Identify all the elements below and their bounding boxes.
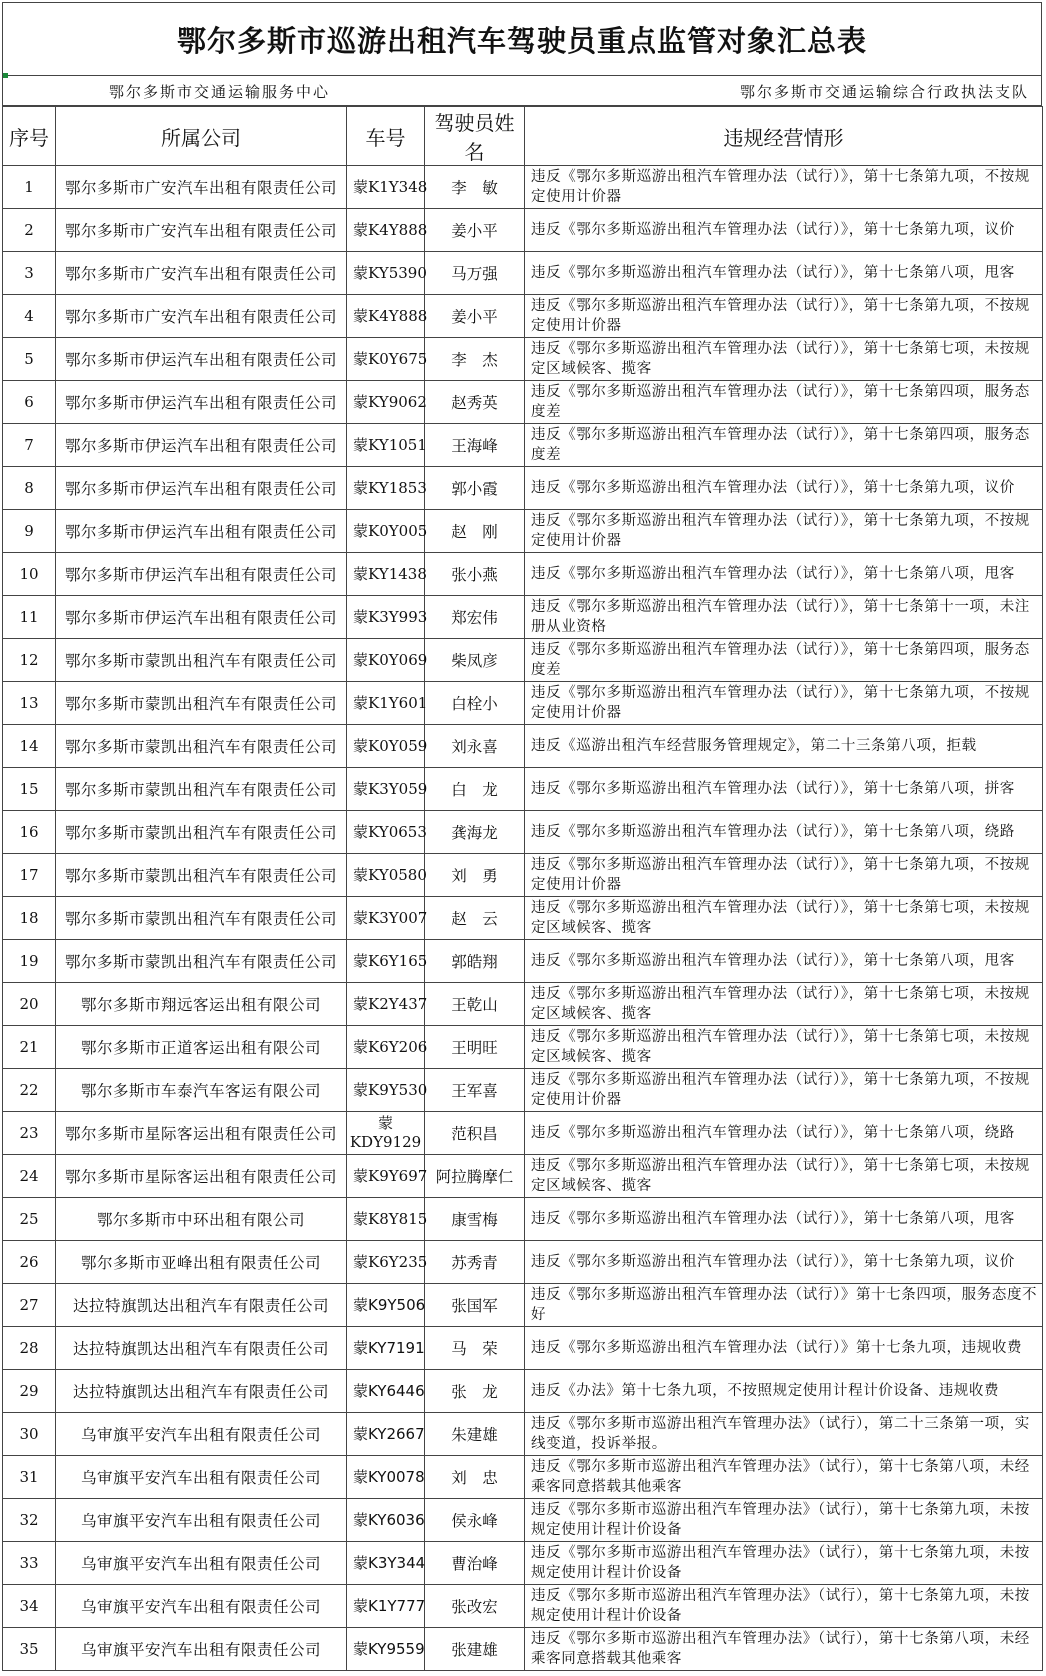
cell-company: 鄂尔多斯市广安汽车出租有限责任公司	[56, 166, 347, 209]
cell-violation: 违反《鄂尔多斯巡游出租汽车管理办法（试行）》第十七条九项，违规收费	[525, 1327, 1043, 1370]
cell-violation: 违反《鄂尔多斯巡游出租汽车管理办法（试行）》，第十七条第九项，不按规定使用计价器	[525, 295, 1043, 338]
cell-plate: 蒙K1Y777	[347, 1585, 425, 1628]
table-row	[3, 295, 1043, 338]
cell-driver: 赵秀英	[425, 381, 525, 424]
cell-plate: 蒙K0Y059	[347, 725, 425, 768]
plate-prefix: 蒙	[377, 1114, 393, 1132]
cell-no: 24	[3, 1155, 56, 1198]
cell-driver: 柴凤彦	[425, 639, 525, 682]
table-row	[3, 1456, 1043, 1499]
cell-plate: 蒙K3Y993	[347, 596, 425, 639]
cell-no: 35	[3, 1628, 56, 1671]
cell-plate: 蒙K9Y506	[347, 1284, 425, 1327]
cell-driver: 范积昌	[425, 1112, 525, 1155]
cell-violation: 违反《鄂尔多斯巡游出租汽车管理办法（试行）》，第十七条第九项，议价	[525, 209, 1043, 252]
cell-company: 乌审旗平安汽车出租有限责任公司	[56, 1456, 347, 1499]
cell-driver: 朱建雄	[425, 1413, 525, 1456]
document-title: 鄂尔多斯市巡游出租汽车驾驶员重点监管对象汇总表	[2, 2, 1042, 76]
cell-violation: 违反《鄂尔多斯巡游出租汽车管理办法（试行）》，第十七条第八项，甩客	[525, 553, 1043, 596]
table-row	[3, 1413, 1043, 1456]
cell-company: 乌审旗平安汽车出租有限责任公司	[56, 1542, 347, 1585]
cell-company: 鄂尔多斯市蒙凯出租汽车有限责任公司	[56, 897, 347, 940]
cell-violation: 违反《鄂尔多斯巡游出租汽车管理办法（试行）》，第十七条第八项，甩客	[525, 940, 1043, 983]
table-row	[3, 940, 1043, 983]
cell-no: 16	[3, 811, 56, 854]
cell-company: 鄂尔多斯市蒙凯出租汽车有限责任公司	[56, 768, 347, 811]
cell-company: 鄂尔多斯市伊运汽车出租有限责任公司	[56, 467, 347, 510]
table-row	[3, 1370, 1043, 1413]
cell-driver: 李 杰	[425, 338, 525, 381]
cell-company: 鄂尔多斯市蒙凯出租汽车有限责任公司	[56, 639, 347, 682]
cell-no: 23	[3, 1112, 56, 1155]
cell-no: 9	[3, 510, 56, 553]
cell-no: 4	[3, 295, 56, 338]
cell-driver: 赵 云	[425, 897, 525, 940]
cell-no: 1	[3, 166, 56, 209]
cell-plate: 蒙KY7191	[347, 1327, 425, 1370]
cell-plate: 蒙KY6036	[347, 1499, 425, 1542]
table-row	[3, 768, 1043, 811]
supervision-table	[2, 106, 1043, 1671]
table-row	[3, 424, 1043, 467]
cell-plate: 蒙K3Y344	[347, 1542, 425, 1585]
cell-no: 10	[3, 553, 56, 596]
cell-plate	[347, 1112, 425, 1155]
header-plate: 车号	[347, 107, 425, 166]
cell-plate: 蒙K6Y235	[347, 1241, 425, 1284]
table-row	[3, 1284, 1043, 1327]
header-company: 所属公司	[56, 107, 347, 166]
cell-plate: 蒙K9Y697	[347, 1155, 425, 1198]
cell-driver: 姜小平	[425, 209, 525, 252]
cell-driver: 郑宏伟	[425, 596, 525, 639]
cell-driver: 李 敏	[425, 166, 525, 209]
cell-violation: 违反《鄂尔多斯市巡游出租汽车管理办法》（试行），第十七条第八项，未经乘客同意搭载其他乘客	[525, 1628, 1043, 1671]
cell-driver: 马万强	[425, 252, 525, 295]
cell-violation: 违反《鄂尔多斯巡游出租汽车管理办法（试行）》，第十七条第八项，绕路	[525, 1112, 1043, 1155]
cell-driver: 赵 刚	[425, 510, 525, 553]
cell-plate: 蒙K9Y530	[347, 1069, 425, 1112]
cell-violation: 违反《鄂尔多斯巡游出租汽车管理办法（试行）》，第十七条第九项，议价	[525, 1241, 1043, 1284]
cell-company: 鄂尔多斯市广安汽车出租有限责任公司	[56, 252, 347, 295]
cell-company: 乌审旗平安汽车出租有限责任公司	[56, 1413, 347, 1456]
cell-driver: 龚海龙	[425, 811, 525, 854]
cell-company: 鄂尔多斯市蒙凯出租汽车有限责任公司	[56, 682, 347, 725]
cell-no: 14	[3, 725, 56, 768]
table-row	[3, 1628, 1043, 1671]
cell-driver: 苏秀青	[425, 1241, 525, 1284]
table-row	[3, 897, 1043, 940]
header-violation: 违规经营情形	[525, 107, 1043, 166]
table-header-row	[3, 107, 1043, 166]
cell-driver: 郭小霞	[425, 467, 525, 510]
cell-no: 22	[3, 1069, 56, 1112]
cell-violation: 违反《鄂尔多斯巡游出租汽车管理办法（试行）》，第十七条第十一项，未注册从业资格	[525, 596, 1043, 639]
cell-no: 28	[3, 1327, 56, 1370]
issuer-right: 鄂尔多斯市交通运输综合行政执法支队	[739, 83, 1029, 101]
table-row	[3, 1069, 1043, 1112]
cell-no: 29	[3, 1370, 56, 1413]
cell-plate: 蒙K8Y815	[347, 1198, 425, 1241]
cell-violation: 违反《鄂尔多斯巡游出租汽车管理办法（试行）》，第十七条第九项，不按规定使用计价器	[525, 166, 1043, 209]
cell-driver: 阿拉腾摩仁	[425, 1155, 525, 1198]
table-row	[3, 1542, 1043, 1585]
cell-plate: 蒙K0Y005	[347, 510, 425, 553]
cell-driver: 郭皓翔	[425, 940, 525, 983]
cell-plate: 蒙KY0653	[347, 811, 425, 854]
cell-violation: 违反《鄂尔多斯巡游出租汽车管理办法（试行）》第十七条四项，服务态度不好	[525, 1284, 1043, 1327]
cell-company: 达拉特旗凯达出租汽车有限责任公司	[56, 1284, 347, 1327]
cell-violation: 违反《鄂尔多斯巡游出租汽车管理办法（试行）》，第十七条第九项，议价	[525, 467, 1043, 510]
table-row	[3, 1585, 1043, 1628]
cell-plate: 蒙KY2667	[347, 1413, 425, 1456]
cell-violation: 违反《鄂尔多斯市巡游出租汽车管理办法》（试行），第十七条第九项，未按规定使用计程计价设备	[525, 1585, 1043, 1628]
table-row	[3, 983, 1043, 1026]
cell-company: 鄂尔多斯市星际客运出租有限责任公司	[56, 1112, 347, 1155]
cell-plate: 蒙KY0078	[347, 1456, 425, 1499]
cell-company: 鄂尔多斯市蒙凯出租汽车有限责任公司	[56, 811, 347, 854]
cell-driver: 马 荣	[425, 1327, 525, 1370]
cell-no: 33	[3, 1542, 56, 1585]
table-row	[3, 252, 1043, 295]
cell-violation: 违反《鄂尔多斯巡游出租汽车管理办法（试行）》，第十七条第八项，甩客	[525, 252, 1043, 295]
cell-plate: 蒙KY6446	[347, 1370, 425, 1413]
cell-violation: 违反《鄂尔多斯市巡游出租汽车管理办法》（试行），第二十三条第一项，实线变道，投诉举报。	[525, 1413, 1043, 1456]
cell-driver: 曹治峰	[425, 1542, 525, 1585]
table-row	[3, 166, 1043, 209]
cell-plate: 蒙KY1051	[347, 424, 425, 467]
cell-driver: 刘 忠	[425, 1456, 525, 1499]
cell-violation: 违反《鄂尔多斯巡游出租汽车管理办法（试行）》，第十七条第八项，甩客	[525, 1198, 1043, 1241]
cell-plate: 蒙KY1853	[347, 467, 425, 510]
cell-no: 8	[3, 467, 56, 510]
cell-no: 13	[3, 682, 56, 725]
cell-violation: 违反《鄂尔多斯巡游出租汽车管理办法（试行）》，第十七条第九项，不按规定使用计价器	[525, 682, 1043, 725]
cell-driver: 白栓小	[425, 682, 525, 725]
cell-plate: 蒙K0Y675	[347, 338, 425, 381]
cell-violation: 违反《鄂尔多斯市巡游出租汽车管理办法》（试行），第十七条第八项，未经乘客同意搭载其他乘客	[525, 1456, 1043, 1499]
cell-violation: 违反《鄂尔多斯巡游出租汽车管理办法（试行）》，第十七条第七项，未按规定区域候客、揽客	[525, 1026, 1043, 1069]
cell-driver: 康雪梅	[425, 1198, 525, 1241]
cell-company: 鄂尔多斯市伊运汽车出租有限责任公司	[56, 424, 347, 467]
cell-plate: 蒙K1Y601	[347, 682, 425, 725]
cell-no: 34	[3, 1585, 56, 1628]
cell-company: 鄂尔多斯市广安汽车出租有限责任公司	[56, 295, 347, 338]
table-row	[3, 467, 1043, 510]
cell-no: 17	[3, 854, 56, 897]
cell-driver: 张建雄	[425, 1628, 525, 1671]
cell-company: 鄂尔多斯市正道客运出租有限公司	[56, 1026, 347, 1069]
table-row	[3, 510, 1043, 553]
table-row	[3, 338, 1043, 381]
cell-violation: 违反《鄂尔多斯巡游出租汽车管理办法（试行）》，第十七条第七项，未按规定区域候客、揽客	[525, 1155, 1043, 1198]
cell-no: 15	[3, 768, 56, 811]
cell-company: 鄂尔多斯市伊运汽车出租有限责任公司	[56, 381, 347, 424]
cell-no: 3	[3, 252, 56, 295]
table-row	[3, 209, 1043, 252]
cell-company: 鄂尔多斯市车泰汽车客运有限公司	[56, 1069, 347, 1112]
table-row	[3, 725, 1043, 768]
table-row	[3, 553, 1043, 596]
cell-plate: 蒙K0Y069	[347, 639, 425, 682]
cell-no: 7	[3, 424, 56, 467]
table-row	[3, 381, 1043, 424]
subtitle-row	[2, 76, 1042, 106]
cell-plate: 蒙KY1438	[347, 553, 425, 596]
table-row	[3, 854, 1043, 897]
cell-driver: 王明旺	[425, 1026, 525, 1069]
cell-plate: 蒙K3Y007	[347, 897, 425, 940]
cell-plate: 蒙KY0580	[347, 854, 425, 897]
table-row	[3, 1026, 1043, 1069]
table-row	[3, 1198, 1043, 1241]
cell-violation: 违反《鄂尔多斯巡游出租汽车管理办法（试行）》，第十七条第九项，不按规定使用计价器	[525, 510, 1043, 553]
cell-company: 乌审旗平安汽车出租有限责任公司	[56, 1499, 347, 1542]
cell-plate: 蒙K4Y888	[347, 209, 425, 252]
cell-company: 鄂尔多斯市中环出租有限公司	[56, 1198, 347, 1241]
cell-no: 27	[3, 1284, 56, 1327]
cell-no: 30	[3, 1413, 56, 1456]
cell-violation: 违反《鄂尔多斯巡游出租汽车管理办法（试行）》，第十七条第七项，未按规定区域候客、揽客	[525, 983, 1043, 1026]
plate-suffix: KDY9129	[349, 1133, 422, 1151]
cell-company: 鄂尔多斯市翔远客运出租有限公司	[56, 983, 347, 1026]
cell-plate: 蒙KY9559	[347, 1628, 425, 1671]
cell-violation: 违反《鄂尔多斯巡游出租汽车管理办法（试行）》，第十七条第四项，服务态度差	[525, 381, 1043, 424]
cell-no: 18	[3, 897, 56, 940]
cell-no: 31	[3, 1456, 56, 1499]
table-row	[3, 1112, 1043, 1155]
cell-violation: 违反《鄂尔多斯巡游出租汽车管理办法（试行）》，第十七条第八项，绕路	[525, 811, 1043, 854]
cell-plate: 蒙KY9062	[347, 381, 425, 424]
cell-driver: 侯永峰	[425, 1499, 525, 1542]
cell-company: 鄂尔多斯市蒙凯出租汽车有限责任公司	[56, 725, 347, 768]
cell-driver: 白 龙	[425, 768, 525, 811]
cell-no: 6	[3, 381, 56, 424]
table-row	[3, 811, 1043, 854]
cell-company: 达拉特旗凯达出租汽车有限责任公司	[56, 1327, 347, 1370]
cell-violation: 违反《巡游出租汽车经营服务管理规定》，第二十三条第八项，拒载	[525, 725, 1043, 768]
cell-company: 乌审旗平安汽车出租有限责任公司	[56, 1628, 347, 1671]
cell-driver: 刘 勇	[425, 854, 525, 897]
cell-driver: 张 龙	[425, 1370, 525, 1413]
table-body	[3, 166, 1043, 1671]
table-row	[3, 596, 1043, 639]
cell-company: 鄂尔多斯市伊运汽车出租有限责任公司	[56, 338, 347, 381]
table-row	[3, 1327, 1043, 1370]
cell-driver: 张小燕	[425, 553, 525, 596]
table-row	[3, 639, 1043, 682]
cell-no: 21	[3, 1026, 56, 1069]
cell-violation: 违反《鄂尔多斯市巡游出租汽车管理办法》（试行），第十七条第九项，未按规定使用计程计价设备	[525, 1499, 1043, 1542]
table-row	[3, 1241, 1043, 1284]
cell-company: 鄂尔多斯市蒙凯出租汽车有限责任公司	[56, 854, 347, 897]
cell-driver: 王海峰	[425, 424, 525, 467]
cell-violation: 违反《办法》第十七条九项，不按照规定使用计程计价设备、违规收费	[525, 1370, 1043, 1413]
cell-company: 鄂尔多斯市广安汽车出租有限责任公司	[56, 209, 347, 252]
cell-violation: 违反《鄂尔多斯市巡游出租汽车管理办法》（试行），第十七条第九项，未按规定使用计程计价设备	[525, 1542, 1043, 1585]
cell-no: 20	[3, 983, 56, 1026]
cell-violation: 违反《鄂尔多斯巡游出租汽车管理办法（试行）》，第十七条第九项，不按规定使用计价器	[525, 1069, 1043, 1112]
header-no: 序号	[3, 107, 56, 166]
cell-violation: 违反《鄂尔多斯巡游出租汽车管理办法（试行）》，第十七条第八项，拼客	[525, 768, 1043, 811]
cell-driver: 王军喜	[425, 1069, 525, 1112]
cell-driver: 张国军	[425, 1284, 525, 1327]
table-row	[3, 682, 1043, 725]
cell-violation: 违反《鄂尔多斯巡游出租汽车管理办法（试行）》，第十七条第四项，服务态度差	[525, 424, 1043, 467]
cell-no: 32	[3, 1499, 56, 1542]
cell-company: 鄂尔多斯市伊运汽车出租有限责任公司	[56, 510, 347, 553]
cell-plate: 蒙K4Y888	[347, 295, 425, 338]
cell-no: 2	[3, 209, 56, 252]
cell-no: 12	[3, 639, 56, 682]
cell-plate: 蒙K6Y165	[347, 940, 425, 983]
cell-company: 鄂尔多斯市伊运汽车出租有限责任公司	[56, 596, 347, 639]
cell-driver: 姜小平	[425, 295, 525, 338]
cell-violation: 违反《鄂尔多斯巡游出租汽车管理办法（试行）》，第十七条第九项，不按规定使用计价器	[525, 854, 1043, 897]
issuer-left: 鄂尔多斯市交通运输服务中心	[109, 83, 331, 101]
cell-company: 达拉特旗凯达出租汽车有限责任公司	[56, 1370, 347, 1413]
cell-company: 鄂尔多斯市亚峰出租有限责任公司	[56, 1241, 347, 1284]
table-row	[3, 1155, 1043, 1198]
cell-company: 乌审旗平安汽车出租有限责任公司	[56, 1585, 347, 1628]
header-driver: 驾驶员姓名	[425, 107, 525, 166]
cell-plate: 蒙K3Y059	[347, 768, 425, 811]
cell-driver: 张改宏	[425, 1585, 525, 1628]
cell-no: 11	[3, 596, 56, 639]
cell-no: 25	[3, 1198, 56, 1241]
cell-company: 鄂尔多斯市伊运汽车出租有限责任公司	[56, 553, 347, 596]
cell-violation: 违反《鄂尔多斯巡游出租汽车管理办法（试行）》，第十七条第七项，未按规定区域候客、揽客	[525, 338, 1043, 381]
cell-plate: 蒙K1Y348	[347, 166, 425, 209]
cell-driver: 刘永喜	[425, 725, 525, 768]
cell-company: 鄂尔多斯市星际客运出租有限责任公司	[56, 1155, 347, 1198]
cell-no: 5	[3, 338, 56, 381]
cell-violation: 违反《鄂尔多斯巡游出租汽车管理办法（试行）》，第十七条第七项，未按规定区域候客、揽客	[525, 897, 1043, 940]
cell-plate: 蒙K6Y206	[347, 1026, 425, 1069]
cell-plate: 蒙KY5390	[347, 252, 425, 295]
cell-no: 19	[3, 940, 56, 983]
table-row	[3, 1499, 1043, 1542]
cell-driver: 王乾山	[425, 983, 525, 1026]
cell-company: 鄂尔多斯市蒙凯出租汽车有限责任公司	[56, 940, 347, 983]
cell-violation: 违反《鄂尔多斯巡游出租汽车管理办法（试行）》，第十七条第四项，服务态度差	[525, 639, 1043, 682]
cell-no: 26	[3, 1241, 56, 1284]
cell-plate: 蒙K2Y437	[347, 983, 425, 1026]
